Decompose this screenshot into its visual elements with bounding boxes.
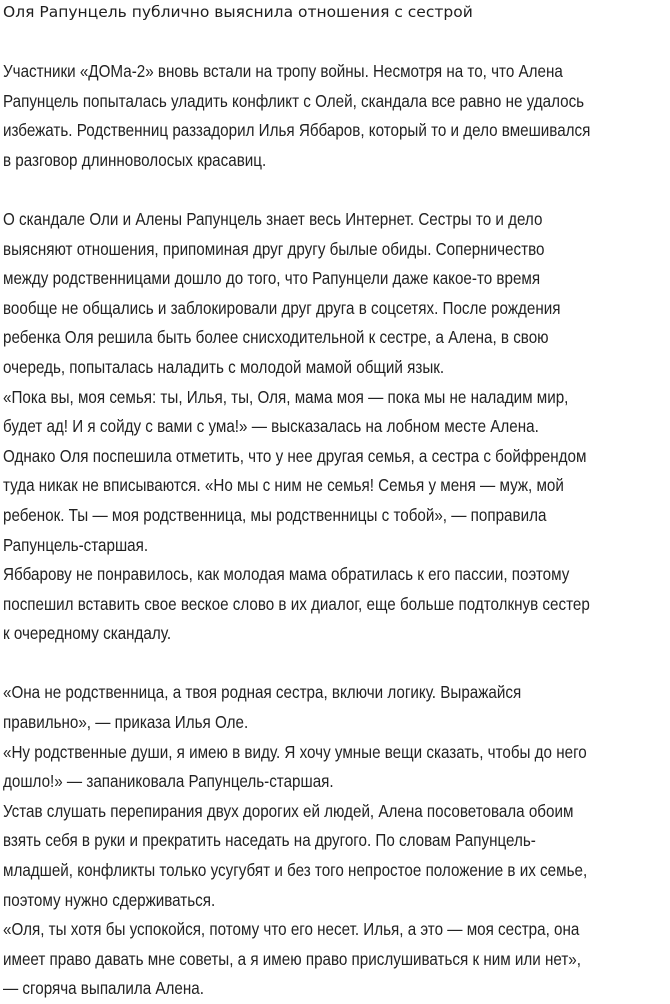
article-text-line: «Пока вы, моя семья: ты, Илья, ты, Оля, мама моя — пока мы не наладим мир,	[3, 386, 569, 407]
paragraph-gap	[3, 175, 670, 205]
article-text-line: «Она не родственница, а твоя родная сестра, включи логику. Выражайся	[3, 682, 522, 703]
article-text-line: будет ад! И я сойду с вами с ума!» — высказалась на лобном месте Алена.	[3, 416, 539, 437]
article-text-line: ребенка Оля решила быть более снисходительной к сестре, а Алена, в свою	[3, 327, 549, 348]
article-text-line: «Оля, ты хотя бы успокойся, потому что его несет. Илья, а это — моя сестра, она	[3, 919, 580, 940]
article-text-line: поспешил вставить свое веское слово в их диалог, еще больше подтолкнув сестер	[3, 593, 590, 614]
article-text-line: Однако Оля поспешила отметить, что у нее другая семья, а сестра с бойфрендом	[3, 445, 587, 466]
article-text-line: имеет право давать мне советы, а я имею право прислушиваться к ним или нет»,	[3, 948, 581, 969]
article-text-line: вообще не общались и заблокировали друг друга в соцсетях. После рождения	[3, 297, 561, 318]
article-text-line: правильно», — приказа Илья Оле.	[3, 712, 249, 733]
article-text-line: Устав слушать перепирания двух дорогих ей людей, Алена посоветовала обоим	[3, 800, 574, 821]
article-title: Оля Рапунцель публично выяснила отношения с сестрой	[3, 3, 473, 21]
article-text-line: дошло!» — запаниковала Рапунцель-старшая.	[3, 771, 334, 792]
article-text-line: поэтому нужно сдерживаться.	[3, 889, 216, 910]
article-text-line: Рапунцель попыталась уладить конфликт с Олей, скандала все равно не удалось	[3, 90, 585, 111]
article-text-line: — сгоряча выпалила Алена.	[3, 978, 204, 999]
article-text-line: «Ну родственные души, я имею в виду. Я хочу умные вещи сказать, чтобы до него	[3, 741, 587, 762]
paragraph-gap	[3, 649, 670, 679]
article-text-line: к очередному скандалу.	[3, 623, 172, 644]
article-text-line: между родственницами дошло до того, что Рапунцели даже какое-то время	[3, 268, 541, 289]
article-text-line: избежать. Родственниц раззадорил Илья Яббаров, который то и дело вмешивался	[3, 120, 591, 141]
article-text-line: Яббарову не понравилось, как молодая мама обратилась к его пассии, поэтому	[3, 564, 570, 585]
article-text-line: младшей, конфликты только усугубят и без того непростое положение в их семье,	[3, 860, 588, 881]
article-text-line: О скандале Оли и Алены Рапунцель знает весь Интернет. Сестры то и дело	[3, 208, 543, 229]
article-text-line: Участники «ДОМа-2» вновь встали на тропу войны. Несмотря на то, что Алена	[3, 61, 563, 81]
article-text-line: ребенок. Ты — моя родственница, мы родственницы с тобой», — поправила	[3, 504, 547, 525]
article-text-line: очередь, попыталась наладить с молодой мамой общий язык.	[3, 356, 445, 377]
article-text-line: туда никак не вписываются. «Но мы с ним не семья! Семья у меня — муж, мой	[3, 475, 564, 496]
article-text-line: в разговор длинноволосых красавиц.	[3, 149, 267, 170]
article-text-line: взять себя в руки и прекратить наседать на другого. По словам Рапунцель-	[3, 830, 536, 851]
article-text-line: Рапунцель-старшая.	[3, 534, 149, 555]
article-text-line: выясняют отношения, припоминая друг другу былые обиды. Соперничество	[3, 238, 545, 259]
article-body	[3, 57, 670, 1004]
